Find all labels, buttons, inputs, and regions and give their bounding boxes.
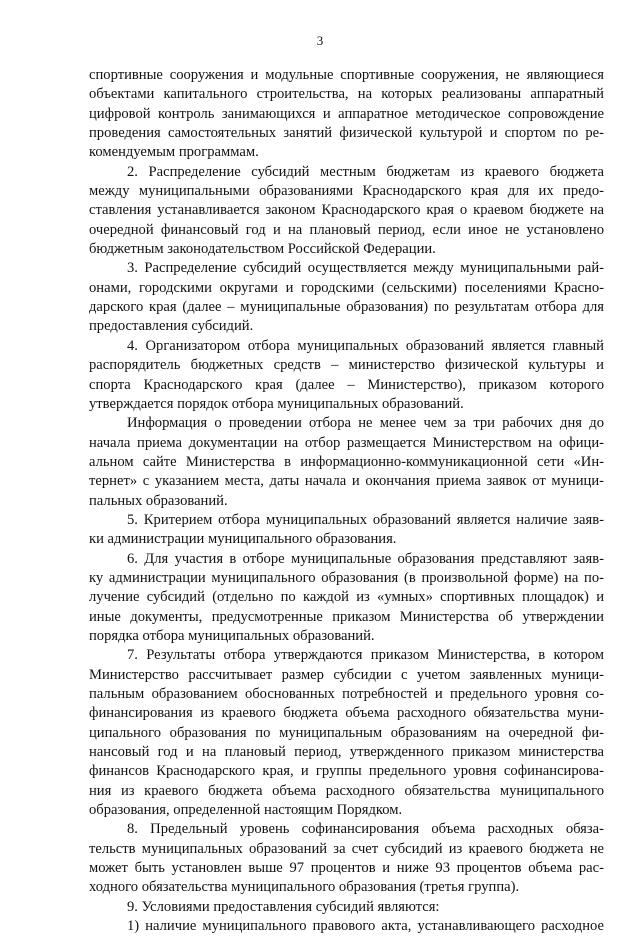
text-line: объектами капитального строительства, на которых реализованы аппаратный <box>89 86 604 103</box>
text-line: ходного обязательства муниципального образования (третья группа). <box>89 879 520 896</box>
paragraph <box>89 820 604 897</box>
text-line: бюджетным законодательством Российской Федерации. <box>89 241 436 258</box>
text-line: пальных образований. <box>89 492 228 509</box>
paragraph <box>89 550 604 647</box>
paragraph <box>89 414 604 511</box>
text-line: ки администрации муниципального образования. <box>89 531 397 548</box>
text-line: утверждается порядок отбора муниципальных образований. <box>89 395 464 412</box>
text-line: альном сайте Министерства в информационно-коммуникационной сети «Ин- <box>89 453 604 470</box>
text-line: ку администрации муниципального образования (в произвольной форме) на по- <box>89 569 604 586</box>
text-line: 4. Организатором отбора муниципальных образований является главный <box>127 337 604 354</box>
text-line: иные документы, предусмотренные приказом Министерства об утверждении <box>89 608 604 625</box>
text-line: 7. Результаты отбора утверждаются приказом Министерства, в котором <box>127 647 604 664</box>
text-line: проведения самостоятельных занятий физической культурой и спортом по ре- <box>89 125 604 142</box>
text-line: ципального образования по муниципальным образованиям на очередной фи- <box>89 724 604 741</box>
paragraph <box>89 898 604 917</box>
text-line: цифровой контроль занимающихся и аппаратное методическое сопровождение <box>89 105 604 122</box>
text-line: начала приема документации на отбор размещается Министерством на офици- <box>89 434 604 451</box>
text-line: тернет» с указанием места, даты начала и окончания приема заявок от муници- <box>89 473 604 490</box>
text-line: лучение субсидий (отдельно по каждой из «умных» спортивных площадок) и <box>89 589 604 606</box>
text-line: спорта Краснодарского края (далее – Министерство), приказом которого <box>89 376 604 393</box>
text-line: распорядитель бюджетных средств – министерство физической культуры и <box>89 357 604 374</box>
text-line: Министерство рассчитывает размер субсидии с учетом заявленных муници- <box>89 666 604 683</box>
text-line: спортивные сооружения и модульные спортивные сооружения, не являющиеся <box>89 67 604 83</box>
page-number: 3 <box>316 33 324 48</box>
text-line: тельств муниципальных образований за счет субсидий из краевого бюджета не <box>89 840 604 857</box>
paragraph <box>89 259 604 336</box>
paragraph <box>89 646 604 820</box>
text-line: финансирования из краевого бюджета объема расходного обязательства муни- <box>89 705 604 722</box>
document-body <box>89 66 604 936</box>
text-line: 3. Распределение субсидий осуществляется между муниципальными рай- <box>127 260 604 277</box>
text-line: очередной финансовый год и на плановый период, если иное не установлено <box>89 221 604 238</box>
text-line: 2. Распределение субсидий местным бюджетам из краевого бюджета <box>127 163 604 180</box>
paragraph <box>89 337 604 414</box>
text-line: ставления устанавливается законом Краснодарского края о краевом бюджете на <box>89 202 604 219</box>
text-line: финансов Краснодарского края, и группы предельного уровня софинансирова- <box>89 763 604 780</box>
text-line: 8. Предельный уровень софинансирования объема расходных обяза- <box>127 821 604 838</box>
text-line: образования, определенной настоящим Порядком. <box>89 802 403 819</box>
text-line: дарского края (далее – муниципальные образования) по результатам отбора для <box>89 299 604 316</box>
paragraph <box>89 917 604 936</box>
text-line: Информация о проведении отбора не менее чем за три рабочих дня до <box>127 415 604 432</box>
text-line: порядка отбора муниципальных образований. <box>89 627 375 644</box>
text-line: пальным образованием обоснованных потребностей и предельного уровня со- <box>89 686 604 702</box>
text-line: между муниципальными образованиями Краснодарского края для их предо- <box>89 183 604 200</box>
text-line: онами, городскими округами и городскими (сельскими) поселениями Красно- <box>89 279 604 296</box>
text-line: нансовый год и на плановый период, утвержденного приказом министерства <box>89 744 604 761</box>
text-line: 9. Условиями предоставления субсидий являются: <box>127 898 440 915</box>
paragraph <box>89 163 604 260</box>
text-line: 6. Для участия в отборе муниципальные образования представляют заяв- <box>127 550 604 567</box>
text-line: ния из краевого бюджета объема расходного обязательства муниципального <box>89 782 604 799</box>
paragraph <box>89 511 604 550</box>
text-line: предоставления субсидий. <box>89 318 254 335</box>
text-line: 5. Критерием отбора муниципальных образований является наличие заяв- <box>127 511 604 528</box>
text-line: комендуемым программам. <box>89 144 259 161</box>
paragraph <box>89 66 604 163</box>
text-line: может быть установлен выше 97 процентов и ниже 93 процентов объема рас- <box>89 860 604 877</box>
text-line: 1) наличие муниципального правового акта, устанавливающего расходное <box>127 918 604 935</box>
